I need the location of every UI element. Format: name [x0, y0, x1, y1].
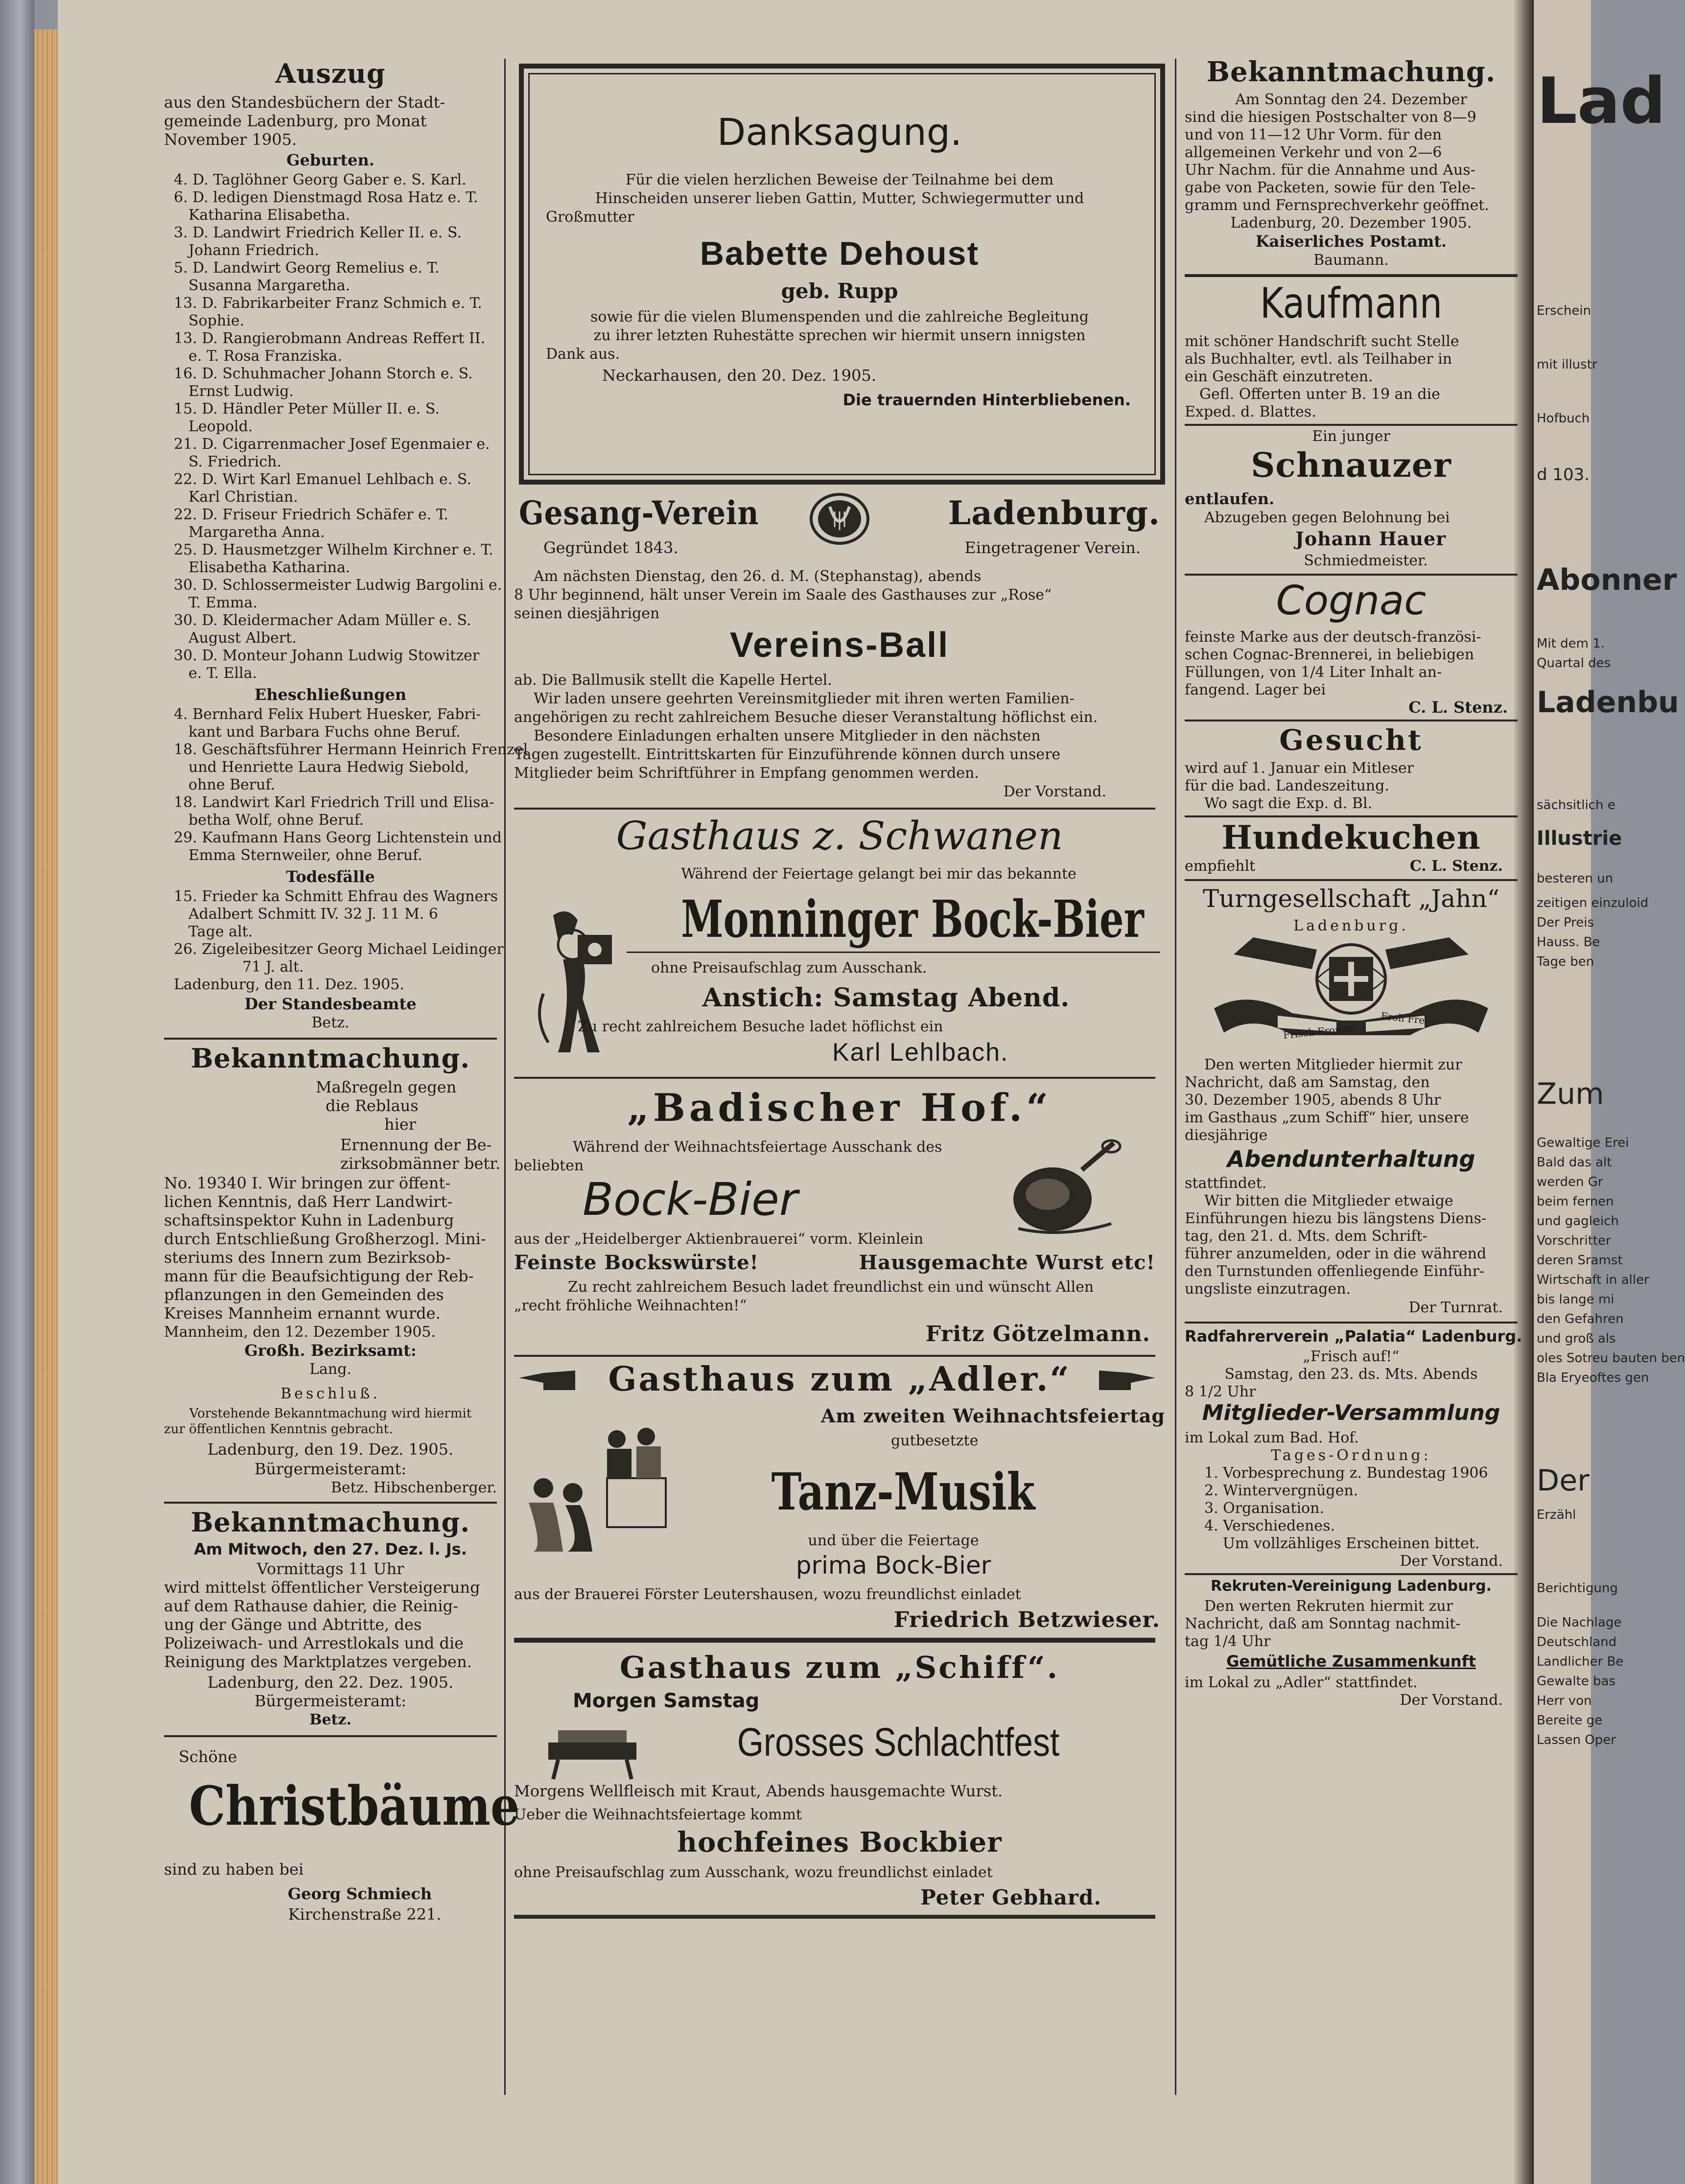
bek2-body: auf dem Rathause dahier, die Reinig-: [164, 1597, 458, 1615]
next-page-line: Gewaltige Erei: [1537, 1136, 1629, 1150]
birth-entry: 15. D. Händler Peter Müller II. e. S.: [174, 400, 440, 418]
bek1-side: Ernennung der Be-: [340, 1136, 492, 1154]
adler-text4: aus der Brauerei Förster Leutershausen, wozu freundlichst einladet: [514, 1586, 1021, 1603]
dank-name: Babette Dehoust: [700, 235, 980, 272]
dank-text: Großmutter: [546, 209, 634, 226]
radfahrer-signature: Der Vorstand.: [1400, 1553, 1503, 1570]
next-page-line: Zum: [1537, 1077, 1604, 1111]
auszug-date: Ladenburg, den 11. Dez. 1905.: [174, 976, 404, 993]
next-page-line: Mit dem 1.: [1537, 636, 1605, 651]
birth-entry: 22. D. Friseur Friedrich Schäfer e. T.: [174, 506, 448, 523]
beschluss-heading: Beschluß.: [281, 1385, 380, 1402]
birth-entry: Sophie.: [188, 312, 245, 329]
schwanen-title: Gasthaus z. Schwanen: [616, 813, 1063, 859]
next-page-line: und groß als: [1537, 1331, 1616, 1346]
bek1-side: die Reblaus: [326, 1096, 419, 1115]
kaufmann-title: Kaufmann: [1260, 279, 1443, 328]
section-rule: [1185, 879, 1518, 881]
adler-name: Friedrich Betzwieser.: [893, 1607, 1160, 1632]
cognac-title: Cognac: [1276, 578, 1427, 624]
gesang-body: 8 Uhr beginnend, hält unser Verein im Saale des Gasthauses zur „Rose“: [514, 586, 1052, 604]
schnauzer-pre: Ein junger: [1312, 428, 1390, 445]
post-bek-date: Ladenburg, 20. Dezember 1905.: [1230, 214, 1472, 232]
section-rule: [1185, 1322, 1518, 1324]
next-page-line: Die Nachlage: [1537, 1615, 1622, 1630]
marriage-entry: 18. Geschäftsführer Hermann Heinrich Frenzel: [174, 741, 528, 758]
post-bek-body: Am Sonntag den 24. Dezember: [1235, 91, 1467, 108]
radfahrer-agenda-item: 1. Vorbesprechung z. Bundestag 1906: [1204, 1464, 1488, 1482]
gesang-body2: Besondere Einladungen erhalten unsere Mitglieder in den nächsten: [534, 727, 1041, 744]
dank-text: Für die vielen herzlichen Beweise der Teilnahme bei dem: [625, 171, 1054, 188]
dank-title: Danksagung.: [717, 110, 962, 154]
birth-entry: e. T. Ella.: [188, 665, 257, 682]
gesang-body2: Wir laden unsere geehrten Vereinsmitglieder mit ihren werten Familien-: [534, 690, 1075, 707]
cognac-body: Füllungen, von 1/4 Liter Inhalt an-: [1185, 664, 1442, 681]
next-page-line: mit illustr: [1537, 357, 1597, 372]
auszug-intro: November 1905.: [164, 130, 297, 149]
jahn-body2: tag, den 21. d. Mts. dem Schrift-: [1185, 1228, 1428, 1245]
birth-entry: Ernst Ludwig.: [188, 383, 294, 400]
radfahrer-agenda-title: Tages-Ordnung:: [1271, 1447, 1431, 1464]
dank-text2: zu ihrer letzten Ruhestätte sprechen wir hiermit unsern innigsten: [593, 327, 1086, 344]
next-page-line: besteren un: [1537, 871, 1614, 886]
birth-entry: Johann Friedrich.: [188, 242, 319, 259]
next-page-line: Lad: [1537, 64, 1666, 138]
birth-entry: e. T. Rosa Franziska.: [188, 348, 342, 365]
radfahrer-title: Radfahrerverein „Palatia“ Ladenburg.: [1185, 1327, 1522, 1346]
gesang-body2: Mitglieder beim Schriftführer in Empfang genommen werden.: [514, 765, 979, 782]
bek1-body: mann für die Beaufsichtigung der Reb-: [164, 1267, 474, 1285]
schiff-text3: ohne Preisaufschlag zum Ausschank, wozu freundlichst einladet: [514, 1864, 993, 1881]
adler-text2: gutbesetzte: [891, 1432, 979, 1449]
kaufmann-body: Gefl. Offerten unter B. 19 an die: [1199, 386, 1440, 403]
next-page-line: werden Gr: [1537, 1175, 1603, 1189]
bek2-sub: Am Mitwoch, den 27. Dez. l. Js.: [194, 1540, 467, 1558]
birth-entry: 30. D. Monteur Johann Ludwig Stowitzer: [174, 647, 480, 664]
auszug-signature: Betz.: [311, 1014, 350, 1031]
next-page-line: Bereite ge: [1537, 1713, 1603, 1728]
section-rule: [514, 808, 1155, 810]
hunde-left: empfiehlt: [1185, 858, 1256, 875]
jahn-body: diesjährige: [1185, 1127, 1268, 1144]
birth-entry: 16. D. Schuhmacher Johann Storch e. S.: [174, 365, 473, 382]
post-bek-body: Uhr Nachm. für die Annahme und Aus-: [1185, 162, 1475, 179]
birth-entry: 30. D. Schlossermeister Ludwig Bargolini e.: [174, 577, 502, 594]
gesucht-body: Wo sagt die Exp. d. Bl.: [1204, 795, 1373, 812]
rekruten-body: Nachricht, daß am Sonntag nachmit-: [1185, 1615, 1461, 1632]
birth-entry: T. Emma.: [188, 594, 257, 611]
book-binding-edge: [0, 0, 34, 2184]
pointing-hand-left-icon: [514, 1366, 578, 1395]
birth-entry: August Albert.: [188, 629, 297, 647]
bek1-body: lichen Kenntnis, daß Herr Landwirt-: [164, 1192, 453, 1211]
marriage-entry: kant und Barbara Fuchs ohne Beruf.: [188, 723, 461, 741]
badischer-name: Fritz Götzelmann.: [925, 1322, 1150, 1347]
jahn-body2: stattfindet.: [1185, 1175, 1267, 1192]
marriage-entry: 4. Bernhard Felix Hubert Huesker, Fabri-: [174, 706, 481, 723]
radfahrer-motto: „Frisch auf!“: [1303, 1348, 1400, 1365]
schiff-name: Peter Gebhard.: [920, 1885, 1101, 1909]
gesang-registered: Eingetragener Verein.: [964, 538, 1141, 557]
bek1-name: Lang.: [309, 1361, 351, 1378]
hunde-right: C. L. Stenz.: [1409, 858, 1503, 875]
birth-entry: 21. D. Cigarrenmacher Josef Egenmaier e.: [174, 436, 490, 453]
birth-entry: Leopold.: [188, 418, 253, 435]
deaths-heading: Todesfälle: [286, 867, 375, 886]
next-page-line: Lassen Oper: [1537, 1733, 1616, 1747]
birth-entry: Margaretha Anna.: [188, 524, 325, 541]
adler-text: Am zweiten Weihnachtsfeiertag: [820, 1405, 1165, 1427]
section-rule: [514, 1638, 1155, 1643]
butcher-pig-illustration-icon: [543, 1723, 641, 1782]
jahn-body2: Wir bitten die Mitglieder etwaige: [1204, 1192, 1453, 1209]
pointing-hand-right-icon: [1097, 1366, 1160, 1395]
auszug-intro: gemeinde Ladenburg, pro Monat: [164, 112, 427, 130]
jahn-body2: führer anzumelden, oder in die während: [1185, 1245, 1487, 1262]
auszug-title: Auszug: [275, 58, 386, 89]
jahn-body: im Gasthaus „zum Schiff“ hier, unsere: [1185, 1109, 1469, 1126]
rekruten-body: tag 1/4 Uhr: [1185, 1633, 1271, 1650]
birth-entry: 13. D. Rangierobmann Andreas Reffert II.: [174, 330, 486, 347]
next-page-line: Illustrie: [1537, 827, 1622, 850]
bek2-date: Ladenburg, den 22. Dez. 1905.: [207, 1673, 454, 1692]
bek2-title: Bekanntmachung.: [190, 1507, 470, 1538]
rekruten-body: Den werten Rekruten hiermit zur: [1204, 1598, 1453, 1615]
rekruten-location: im Lokal zu „Adler“ stattfindet.: [1185, 1674, 1418, 1691]
next-page-line: Hofbuch: [1537, 411, 1590, 426]
section-rule: [514, 1077, 1155, 1079]
jahn-body: Nachricht, daß am Samstag, den: [1185, 1074, 1430, 1091]
schnauzer-body: Abzugeben gegen Belohnung bei: [1204, 509, 1450, 526]
schwanen-anstich: Anstich: Samstag Abend.: [702, 983, 1070, 1013]
bek1-body: Kreises Mannheim ernannt wurde.: [164, 1304, 441, 1323]
bek1-body: pflanzungen in den Gemeinden des: [164, 1285, 444, 1304]
birth-entry: S. Friedrich.: [188, 453, 281, 470]
birth-entry: 22. D. Wirt Karl Emanuel Lehlbach e. S.: [174, 471, 471, 488]
next-page-line: Bald das alt: [1537, 1155, 1612, 1170]
gesang-body2: Tagen zugestellt. Eintrittskarten für Einzuführende können durch unsere: [514, 746, 1061, 763]
beschluss-text: zur öffentlichen Kenntnis gebracht.: [164, 1422, 393, 1437]
death-entry: 15. Frieder ka Schmitt Ehfrau des Wagners: [174, 888, 498, 905]
rekruten-event: Gemütliche Zusammenkunft: [1226, 1652, 1476, 1671]
kaufmann-body: mit schöner Handschrift sucht Stelle: [1185, 333, 1459, 350]
bek1-office: Großh. Bezirksamt:: [244, 1341, 417, 1360]
next-page-line: Berichtigung: [1537, 1581, 1618, 1596]
marriage-entry: Emma Sternweiler, ohne Beruf.: [188, 847, 422, 864]
sausage-and-ham-illustration-icon: [1008, 1140, 1121, 1238]
badischer-text: Während der Weihnachtsfeiertage Ausschank des: [573, 1138, 942, 1156]
kaufmann-body: ein Geschäft einzutreten.: [1185, 368, 1373, 385]
gesang-ball: Vereins-Ball: [729, 626, 950, 665]
bek1-body: schaftsinspektor Kuhn in Ladenburg: [164, 1211, 454, 1230]
dank-geb: geb. Rupp: [781, 279, 898, 303]
underline-rule: [627, 952, 1160, 953]
badischer-text3: Zu recht zahlreichem Besuch ladet freundlichst ein und wünscht Allen: [568, 1278, 1094, 1296]
section-rule: [1185, 424, 1518, 426]
next-page-line: Erschein: [1537, 303, 1591, 318]
badischer-beer: Bock-Bier: [583, 1173, 798, 1226]
gesang-body2: ab. Die Ballmusik stellt die Kapelle Hertel.: [514, 672, 832, 689]
gesang-signature: Der Vorstand.: [1003, 783, 1106, 800]
bek2-body: Vormittags 11 Uhr: [257, 1559, 404, 1578]
dank-signature: Die trauernden Hinterbliebenen.: [842, 391, 1131, 409]
christ-post: sind zu haben bei: [164, 1860, 304, 1879]
radfahrer-location: im Lokal zum Bad. Hof.: [1185, 1429, 1359, 1446]
rekruten-signature: Der Vorstand.: [1400, 1692, 1503, 1709]
schiff-fest: Grosses Schlachtfest: [737, 1720, 1060, 1765]
next-page-line: Der: [1537, 1464, 1590, 1498]
section-rule: [514, 1915, 1155, 1919]
jahn-title: Turngesellschaft „Jahn“: [1202, 884, 1500, 913]
birth-entry: 13. D. Fabrikarbeiter Franz Schmich e. T.: [174, 295, 482, 312]
jahn-body2: ungsliste einzutragen.: [1185, 1280, 1351, 1298]
next-page-line: Gewalte bas: [1537, 1674, 1616, 1689]
bek2-body: Reinigung des Marktplatzes vergeben.: [164, 1652, 472, 1671]
bek1-side: zirksobmänner betr.: [340, 1154, 501, 1173]
next-page-line: deren Sramst: [1537, 1253, 1623, 1268]
radfahrer-event: Mitglieder-Versammlung: [1202, 1400, 1500, 1425]
section-rule: [1185, 574, 1518, 576]
schnauzer-job: Schmiedmeister.: [1304, 552, 1428, 569]
bek1-side: Maßregeln gegen: [316, 1078, 457, 1096]
next-page-line: sächsitlich e: [1537, 798, 1615, 813]
dank-text2: sowie für die vielen Blumenspenden und die zahlreiche Begleitung: [590, 308, 1089, 325]
jahn-ribbon-left: Frisch Fromm: [1283, 1022, 1354, 1042]
schiff-text: Morgens Wellfleisch mit Kraut, Abends hausgemachte Wurst.: [514, 1782, 1003, 1800]
christ-pre: Schöne: [179, 1747, 237, 1766]
radfahrer-agenda-item: 4. Verschiedenes.: [1204, 1517, 1335, 1534]
birth-entry: 5. D. Landwirt Georg Remelius e. T.: [174, 259, 440, 277]
marriage-entry: betha Wolf, ohne Beruf.: [188, 812, 364, 829]
birth-entry: 30. D. Kleidermacher Adam Müller e. S.: [174, 612, 471, 629]
badischer-feinste: Feinste Bockswürste!: [514, 1251, 759, 1274]
dank-text2: Dank aus.: [546, 346, 620, 363]
bek2-name: Betz.: [309, 1711, 351, 1728]
death-entry: 71 J. alt.: [242, 958, 304, 976]
marriage-entry: ohne Beruf.: [188, 776, 276, 793]
bek1-side: hier: [384, 1115, 417, 1134]
dank-text: Hinscheiden unserer lieben Gattin, Mutter, Schwiegermutter und: [595, 190, 1084, 207]
marriage-entry: 18. Landwirt Karl Friedrich Trill und Elisa-: [174, 794, 494, 811]
christ-address: Kirchenstraße 221.: [288, 1905, 442, 1924]
next-page-line: Landlicher Be: [1537, 1654, 1624, 1669]
gesang-body: seinen diesjährigen: [514, 605, 660, 622]
bek2-body: wird mittelst öffentlicher Versteigerung: [164, 1578, 480, 1597]
next-page-line: Abonner: [1537, 563, 1677, 597]
next-page-line: Herr von: [1537, 1694, 1592, 1708]
gesang-title-right: Ladenburg.: [948, 494, 1160, 532]
next-page-line: den Gefahren: [1537, 1312, 1624, 1326]
schwanen-beer: Monninger Bock-Bier: [681, 889, 1144, 949]
beschluss-text: Vorstehende Bekanntmachung wird hiermit: [189, 1406, 472, 1421]
section-rule: [164, 1735, 497, 1737]
bek1-body: durch Entschließung Großherzogl. Mini-: [164, 1230, 486, 1248]
column-rule: [1175, 59, 1176, 2095]
schwanen-text2: ohne Preisaufschlag zum Ausschank.: [651, 959, 927, 976]
death-entry: 26. Zigeleibesitzer Georg Michael Leidinger: [174, 941, 504, 958]
gesucht-title: Gesucht: [1279, 723, 1423, 757]
jahn-event: Abendunterhaltung: [1227, 1146, 1475, 1172]
next-page-line: beim fernen: [1537, 1194, 1614, 1209]
section-rule: [1185, 1573, 1518, 1575]
auszug-intro: aus den Standesbüchern der Stadt-: [164, 93, 445, 112]
jahn-ribbon-right: Froh Frei: [1380, 1010, 1428, 1027]
geburten-heading: Geburten.: [286, 151, 374, 169]
death-entry: Tage alt.: [188, 923, 253, 940]
bek1-office2: Bürgermeisteramt:: [254, 1460, 407, 1478]
next-page-line: oles Sotreu bauten ben: [1537, 1351, 1685, 1366]
next-page-fragment: [1532, 0, 1685, 2184]
cognac-body: schen Cognac-Brennerei, in beliebigen: [1185, 646, 1474, 663]
schiff-beer: hochfeines Bockbier: [677, 1826, 1002, 1859]
schiff-title: Gasthaus zum „Schiff“.: [619, 1650, 1060, 1685]
schwanen-text: Während der Feiertage gelangt bei mir das bekannte: [681, 865, 1077, 883]
gesang-title-left: Gesang-Verein: [519, 494, 759, 532]
badischer-text3: „recht fröhliche Weihnachten!“: [514, 1297, 747, 1314]
birth-entry: 6. D. ledigen Dienstmagd Rosa Hatz e. T.: [174, 189, 478, 206]
kaufmann-body: als Buchhalter, evtl. als Teilhaber in: [1185, 350, 1452, 368]
christ-name: Georg Schmiech: [287, 1884, 432, 1903]
turner-emblem-icon: [1204, 935, 1498, 1052]
jahn-body2: den Turnstunden offenliegende Einführ-: [1185, 1263, 1484, 1280]
post-bek-body: gramm und Fernsprechverkehr geöffnet.: [1185, 197, 1489, 214]
auszug-signature-title: Der Standesbeamte: [244, 995, 417, 1013]
rekruten-title: Rekruten-Vereinigung Ladenburg.: [1211, 1578, 1492, 1595]
post-bek-title: Bekanntmachung.: [1206, 56, 1496, 88]
bek1-date: Mannheim, den 12. Dezember 1905.: [164, 1324, 436, 1341]
section-rule: [164, 1038, 497, 1040]
bek1-body: steriums des Innern zum Bezirksob-: [164, 1248, 451, 1267]
badischer-hausgemacht: Hausgemachte Wurst etc!: [859, 1251, 1155, 1274]
hunde-title: Hundekuchen: [1221, 818, 1481, 857]
next-page-line: zeitigen einzuloid: [1537, 896, 1649, 910]
gesucht-body: wird auf 1. Januar ein Mitleser: [1185, 760, 1414, 777]
post-bek-name: Baumann.: [1313, 252, 1389, 269]
marriages-heading: Eheschließungen: [254, 685, 407, 704]
adler-music: Tanz-Musik: [771, 1462, 1035, 1522]
schwanen-name: Karl Lehlbach.: [832, 1038, 1009, 1067]
section-rule: [1185, 274, 1518, 277]
gesang-body2: angehörigen zu recht zahlreichem Besuche dieser Veranstaltung höflichst ein.: [514, 709, 1098, 726]
adler-title: Gasthaus zum „Adler.“: [608, 1360, 1071, 1399]
next-page-line: Erzähl: [1537, 1508, 1576, 1522]
next-page-line: Ladenbu: [1537, 685, 1679, 720]
next-page-line: Wirtschaft in aller: [1537, 1273, 1649, 1287]
next-page-line: d 103.: [1537, 465, 1590, 485]
marriage-entry: 29. Kaufmann Hans Georg Lichtenstein und: [174, 829, 502, 846]
next-page-line: und gagleich: [1537, 1214, 1619, 1229]
gesang-body: Am nächsten Dienstag, den 26. d. M. (Stephanstag), abends: [534, 568, 982, 585]
badischer-title: „Badischer Hof.“: [627, 1086, 1052, 1130]
next-page-line: Bla Eryeoftes gen: [1537, 1371, 1649, 1385]
schiff-text2: Ueber die Weihnachtsfeiertage kommt: [514, 1806, 802, 1823]
birth-entry: 3. D. Landwirt Friedrich Keller II. e. S.: [174, 224, 462, 241]
radfahrer-agenda-item: 3. Organisation.: [1204, 1500, 1324, 1517]
badischer-text: beliebten: [514, 1157, 584, 1174]
cognac-name: C. L. Stenz.: [1408, 698, 1508, 717]
next-page-line: Vorschritter: [1537, 1233, 1611, 1248]
radfahrer-text: Samstag, den 23. ds. Mts. Abends: [1224, 1366, 1478, 1383]
post-bek-office: Kaiserliches Postamt.: [1255, 232, 1447, 251]
jahn-sub: Ladenburg.: [1293, 917, 1409, 934]
jahn-body2: Einführungen hiezu bis längstens Diens-: [1185, 1210, 1487, 1227]
radfahrer-time: 8 1/2 Uhr: [1185, 1383, 1256, 1400]
bek2-body: Polizeiwach- und Arrestlokals und die: [164, 1634, 464, 1652]
schnauzer-title: Schnauzer: [1251, 446, 1451, 485]
dank-place: Neckarhausen, den 20. Dez. 1905.: [602, 366, 876, 385]
gesang-founded: Gegründet 1843.: [543, 538, 679, 557]
post-bek-body: und von 11—12 Uhr Vorm. für den: [1185, 126, 1442, 143]
next-page-line: Deutschland: [1537, 1635, 1617, 1650]
bek1-names2: Betz. Hibschenberger.: [330, 1479, 497, 1496]
next-page-line: Tage ben: [1537, 954, 1594, 969]
adler-beer: prima Bock-Bier: [796, 1551, 991, 1580]
marriage-entry: und Henriette Laura Hedwig Siebold,: [188, 759, 469, 776]
section-rule: [1185, 720, 1518, 721]
gesucht-body: für die bad. Landeszeitung.: [1185, 777, 1389, 794]
schiff-sub: Morgen Samstag: [573, 1690, 760, 1712]
adler-text3: und über die Feiertage: [808, 1532, 979, 1549]
bek1-title: Bekanntmachung.: [190, 1043, 470, 1074]
schwanen-text3: Zu recht zahlreichem Besuche ladet höflichst ein: [578, 1018, 943, 1035]
schnauzer-name: Johann Hauer: [1295, 528, 1447, 550]
kaufmann-body: Exped. d. Blattes.: [1185, 403, 1316, 420]
page-stack-edge: [34, 29, 59, 2184]
next-page-line: bis lange mi: [1537, 1292, 1615, 1307]
bek2-office: Bürgermeisteramt:: [254, 1692, 407, 1710]
radfahrer-agenda-item: 2. Wintervergnügen.: [1204, 1482, 1358, 1499]
birth-entry: 25. D. Hausmetzger Wilhelm Kirchner e. T.: [174, 541, 493, 558]
lyre-emblem-icon: [808, 492, 871, 546]
bek1-date2: Ladenburg, den 19. Dez. 1905.: [207, 1440, 454, 1459]
post-bek-body: sind die hiesigen Postschalter von 8—9: [1185, 109, 1476, 126]
next-page-line: Der Preis: [1537, 915, 1594, 930]
next-page-line: Hauss. Be: [1537, 935, 1600, 950]
jahn-signature: Der Turnrat.: [1408, 1299, 1503, 1316]
bek1-body: No. 19340 I. Wir bringen zur öffent-: [164, 1174, 451, 1192]
christ-title: Christbäume: [189, 1774, 520, 1837]
next-page-line: Quartal des: [1537, 656, 1611, 671]
jahn-body: Den werten Mitglieder hiermit zur: [1204, 1056, 1462, 1073]
section-rule: [514, 1355, 1155, 1357]
birth-entry: Karl Christian.: [188, 488, 298, 506]
post-bek-body: allgemeinen Verkehr und von 2—6: [1185, 144, 1442, 161]
badischer-text2: aus der „Heidelberger Aktienbrauerei“ vorm. Kleinlein: [514, 1231, 924, 1248]
birth-entry: 4. D. Taglöhner Georg Gaber e. S. Karl.: [174, 171, 467, 188]
birth-entry: Elisabetha Katharina.: [188, 559, 351, 576]
cognac-body: feinste Marke aus der deutsch-französi-: [1185, 628, 1481, 646]
birth-entry: Katharina Elisabetha.: [188, 207, 351, 224]
bek2-body: ung der Gänge und Abtritte, des: [164, 1615, 422, 1634]
jahn-body: 30. Dezember 1905, abends 8 Uhr: [1185, 1092, 1441, 1109]
cognac-body: fangend. Lager bei: [1185, 681, 1326, 698]
death-entry: Adalbert Schmitt IV. 32 J. 11 M. 6: [188, 906, 439, 923]
schnauzer-status: entlaufen.: [1185, 489, 1275, 508]
section-rule: [164, 1502, 497, 1504]
post-bek-body: gabe von Packeten, sowie für den Tele-: [1185, 179, 1476, 196]
radfahrer-text2: Um vollzähliges Erscheinen bittet.: [1222, 1535, 1480, 1552]
birth-entry: Susanna Margaretha.: [188, 277, 351, 294]
section-rule: [1185, 815, 1518, 817]
